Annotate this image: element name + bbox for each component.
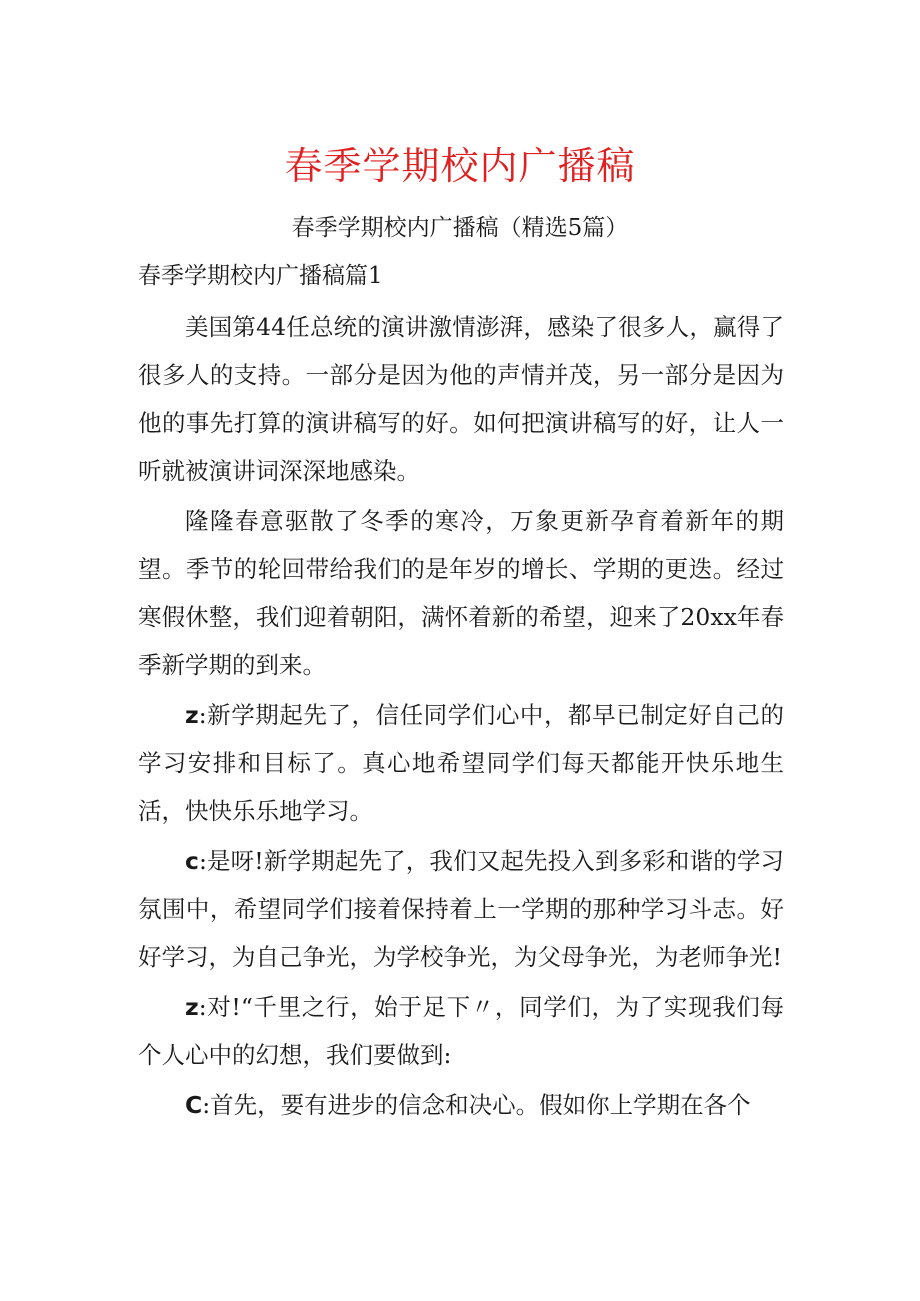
speaker-label: z: [185, 701, 199, 729]
speaker-label: c: [185, 847, 199, 875]
paragraph: [138, 1081, 784, 1129]
paragraph: [138, 497, 784, 689]
paragraph-text: 隆隆春意驱散了冬季的寒冷，万象更新孕育着新年的期望。季节的轮回带给我们的是年岁的增长、学期的更迭。经过寒假休整，我们迎着朝阳，满怀着新的希望，迎来了20xx年春季新学期的到来。: [138, 507, 784, 679]
paragraph-text: 美国第44任总统的演讲激情澎湃，感染了很多人，赢得了很多人的支持。一部分是因为他的声情并茂，另一部分是因为他的事先打算的演讲稿写的好。如何把演讲稿写的好，让人一听就被演讲词深深地感染。: [138, 313, 784, 485]
paragraph: [138, 691, 784, 835]
document-title: 春季学期校内广播稿: [284, 144, 636, 188]
paragraph: [138, 303, 784, 495]
speaker-label: C: [185, 1091, 203, 1119]
document-body: [138, 303, 784, 1129]
paragraph-text: :是呀!新学期起先了，我们又起先投入到多彩和谐的学习氛围中，希望同学们接着保持着上一学期的那种学习斗志。好好学习，为自己争光，为学校争光，为父母争光，为老师争光!: [138, 847, 784, 971]
paragraph-text: :首先，要有进步的信念和决心。假如你上学期在各个: [202, 1091, 751, 1119]
paragraph-text: :新学期起先了，信任同学们心中，都早已制定好自己的学习安排和目标了。真心地希望同学们每天都能开快乐地生活，快快乐乐地学习。: [138, 701, 784, 825]
section-heading: 春季学期校内广播稿篇1: [138, 263, 383, 289]
document-subtitle: 春季学期校内广播稿（精选5篇）: [291, 215, 629, 241]
paragraph-text: :对!“千里之行，始于足下〃，同学们，为了实现我们每个人心中的幻想，我们要做到:: [138, 993, 784, 1069]
paragraph: [138, 837, 784, 981]
speaker-label: z: [185, 993, 199, 1021]
paragraph: [138, 983, 784, 1079]
